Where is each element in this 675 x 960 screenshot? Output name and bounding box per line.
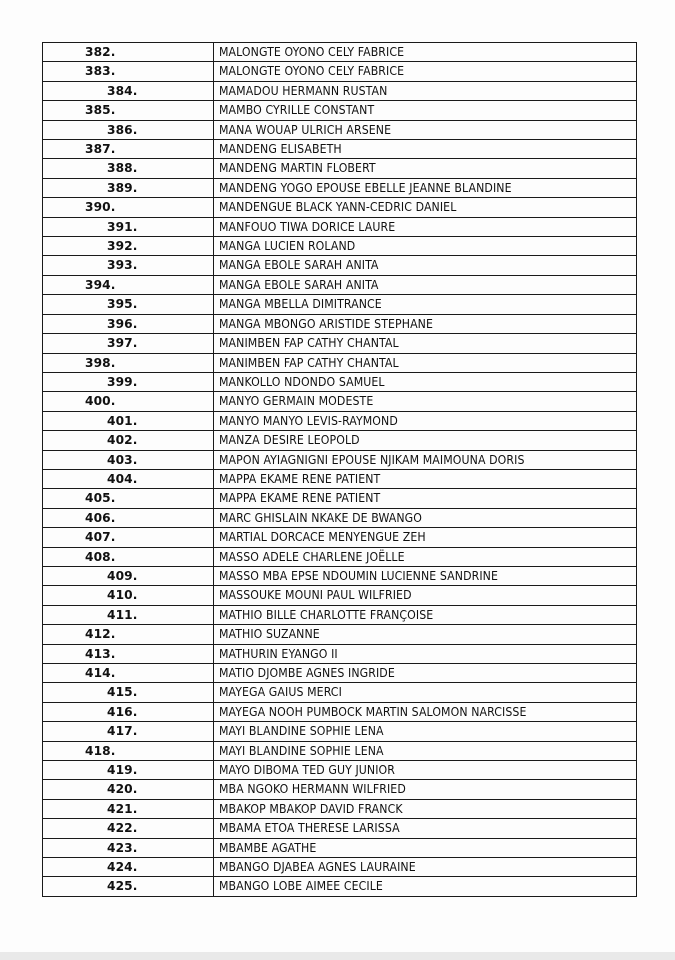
- person-name: MBANGO LOBE AIMEE CECILE: [214, 877, 637, 896]
- row-number: 415.: [43, 683, 214, 702]
- row-number: 391.: [43, 217, 214, 236]
- person-name: MANDENG ELISABETH: [214, 140, 637, 159]
- row-number: 403.: [43, 450, 214, 469]
- person-name: MBAMA ETOA THERESE LARISSA: [214, 819, 637, 838]
- row-number: 390.: [43, 198, 214, 217]
- person-name: MATHIO SUZANNE: [214, 625, 637, 644]
- person-name: MAMADOU HERMANN RUSTAN: [214, 81, 637, 100]
- row-number: 400.: [43, 392, 214, 411]
- table-row: [43, 605, 637, 624]
- table-row: [43, 198, 637, 217]
- table-row: [43, 644, 637, 663]
- person-name: MANGA LUCIEN ROLAND: [214, 237, 637, 256]
- person-name: MALONGTE OYONO CELY FABRICE: [214, 62, 637, 81]
- table-row: [43, 702, 637, 721]
- table-row: [43, 528, 637, 547]
- person-name: MBAMBE AGATHE: [214, 838, 637, 857]
- row-number: 406.: [43, 508, 214, 527]
- row-number: 395.: [43, 295, 214, 314]
- table-row: [43, 372, 637, 391]
- table-row: [43, 819, 637, 838]
- row-number: 405.: [43, 489, 214, 508]
- table-row: [43, 159, 637, 178]
- table-row: [43, 120, 637, 139]
- person-name: MALONGTE OYONO CELY FABRICE: [214, 43, 637, 62]
- table-row: [43, 547, 637, 566]
- table-row: [43, 780, 637, 799]
- row-number: 383.: [43, 62, 214, 81]
- row-number: 404.: [43, 469, 214, 488]
- table-row: [43, 178, 637, 197]
- row-number: 414.: [43, 664, 214, 683]
- row-number: 396.: [43, 314, 214, 333]
- person-name: MAMBO CYRILLE CONSTANT: [214, 101, 637, 120]
- person-name: MANKOLLO NDONDO SAMUEL: [214, 372, 637, 391]
- person-name: MAYI BLANDINE SOPHIE LENA: [214, 741, 637, 760]
- table-row: [43, 508, 637, 527]
- person-name: MANFOUO TIWA DORICE LAURE: [214, 217, 637, 236]
- person-name: MANDENGUE BLACK YANN-CEDRIC DANIEL: [214, 198, 637, 217]
- row-number: 389.: [43, 178, 214, 197]
- table-row: [43, 314, 637, 333]
- row-number: 412.: [43, 625, 214, 644]
- row-number: 397.: [43, 334, 214, 353]
- table-row: [43, 353, 637, 372]
- person-name: MASSO ADELE CHARLENE JOËLLE: [214, 547, 637, 566]
- row-number: 411.: [43, 605, 214, 624]
- row-number: 393.: [43, 256, 214, 275]
- table-row: [43, 722, 637, 741]
- table-row: [43, 392, 637, 411]
- table-row: [43, 683, 637, 702]
- table-row: [43, 799, 637, 818]
- table-row: [43, 140, 637, 159]
- table-row: [43, 566, 637, 585]
- person-name: MANGA MBONGO ARISTIDE STEPHANE: [214, 314, 637, 333]
- row-number: 401.: [43, 411, 214, 430]
- table-row: [43, 217, 637, 236]
- table-row: [43, 101, 637, 120]
- table-row: [43, 761, 637, 780]
- row-number: 399.: [43, 372, 214, 391]
- table-row: [43, 469, 637, 488]
- table-row: [43, 489, 637, 508]
- table-row: [43, 741, 637, 760]
- table-row: [43, 664, 637, 683]
- person-name: MARC GHISLAIN NKAKE DE BWANGO: [214, 508, 637, 527]
- person-name: MANIMBEN FAP CATHY CHANTAL: [214, 353, 637, 372]
- name-list-body: [43, 43, 637, 897]
- table-row: [43, 450, 637, 469]
- row-number: 382.: [43, 43, 214, 62]
- table-row: [43, 295, 637, 314]
- person-name: MANA WOUAP ULRICH ARSENE: [214, 120, 637, 139]
- row-number: 419.: [43, 761, 214, 780]
- person-name: MATIO DJOMBE AGNES INGRIDE: [214, 664, 637, 683]
- row-number: 417.: [43, 722, 214, 741]
- person-name: MASSOUKE MOUNI PAUL WILFRIED: [214, 586, 637, 605]
- row-number: 392.: [43, 237, 214, 256]
- person-name: MAPPA EKAME RENE PATIENT: [214, 489, 637, 508]
- row-number: 385.: [43, 101, 214, 120]
- row-number: 386.: [43, 120, 214, 139]
- person-name: MAPPA EKAME RENE PATIENT: [214, 469, 637, 488]
- row-number: 384.: [43, 81, 214, 100]
- row-number: 407.: [43, 528, 214, 547]
- person-name: MATHURIN EYANGO II: [214, 644, 637, 663]
- table-row: [43, 62, 637, 81]
- person-name: MANGA MBELLA DIMITRANCE: [214, 295, 637, 314]
- table-row: [43, 81, 637, 100]
- table-row: [43, 625, 637, 644]
- person-name: MANYO GERMAIN MODESTE: [214, 392, 637, 411]
- person-name: MANDENG MARTIN FLOBERT: [214, 159, 637, 178]
- row-number: 388.: [43, 159, 214, 178]
- row-number: 402.: [43, 431, 214, 450]
- table-row: [43, 237, 637, 256]
- table-row: [43, 411, 637, 430]
- person-name: MAYO DIBOMA TED GUY JUNIOR: [214, 761, 637, 780]
- row-number: 416.: [43, 702, 214, 721]
- person-name: MBANGO DJABEA AGNES LAURAINE: [214, 858, 637, 877]
- table-row: [43, 334, 637, 353]
- table-row: [43, 256, 637, 275]
- person-name: MASSO MBA EPSE NDOUMIN LUCIENNE SANDRINE: [214, 566, 637, 585]
- row-number: 424.: [43, 858, 214, 877]
- row-number: 398.: [43, 353, 214, 372]
- table-row: [43, 858, 637, 877]
- table-row: [43, 838, 637, 857]
- row-number: 420.: [43, 780, 214, 799]
- person-name: MANYO MANYO LEVIS-RAYMOND: [214, 411, 637, 430]
- row-number: 418.: [43, 741, 214, 760]
- row-number: 425.: [43, 877, 214, 896]
- table-row: [43, 43, 637, 62]
- page-bottom-edge: [0, 952, 675, 960]
- person-name: MANGA EBOLE SARAH ANITA: [214, 275, 637, 294]
- person-name: MAYI BLANDINE SOPHIE LENA: [214, 722, 637, 741]
- person-name: MARTIAL DORCACE MENYENGUE ZEH: [214, 528, 637, 547]
- person-name: MANIMBEN FAP CATHY CHANTAL: [214, 334, 637, 353]
- table-row: [43, 275, 637, 294]
- name-list-table: [42, 42, 637, 897]
- person-name: MANGA EBOLE SARAH ANITA: [214, 256, 637, 275]
- table-row: [43, 431, 637, 450]
- row-number: 394.: [43, 275, 214, 294]
- person-name: MANZA DESIRE LEOPOLD: [214, 431, 637, 450]
- person-name: MATHIO BILLE CHARLOTTE FRANÇOISE: [214, 605, 637, 624]
- row-number: 409.: [43, 566, 214, 585]
- table-row: [43, 877, 637, 896]
- row-number: 422.: [43, 819, 214, 838]
- person-name: MANDENG YOGO EPOUSE EBELLE JEANNE BLANDINE: [214, 178, 637, 197]
- row-number: 387.: [43, 140, 214, 159]
- person-name: MBAKOP MBAKOP DAVID FRANCK: [214, 799, 637, 818]
- row-number: 408.: [43, 547, 214, 566]
- row-number: 423.: [43, 838, 214, 857]
- row-number: 410.: [43, 586, 214, 605]
- row-number: 421.: [43, 799, 214, 818]
- person-name: MAPON AYIAGNIGNI EPOUSE NJIKAM MAIMOUNA DORIS: [214, 450, 637, 469]
- person-name: MAYEGA GAIUS MERCI: [214, 683, 637, 702]
- person-name: MAYEGA NOOH PUMBOCK MARTIN SALOMON NARCISSE: [214, 702, 637, 721]
- person-name: MBA NGOKO HERMANN WILFRIED: [214, 780, 637, 799]
- row-number: 413.: [43, 644, 214, 663]
- table-row: [43, 586, 637, 605]
